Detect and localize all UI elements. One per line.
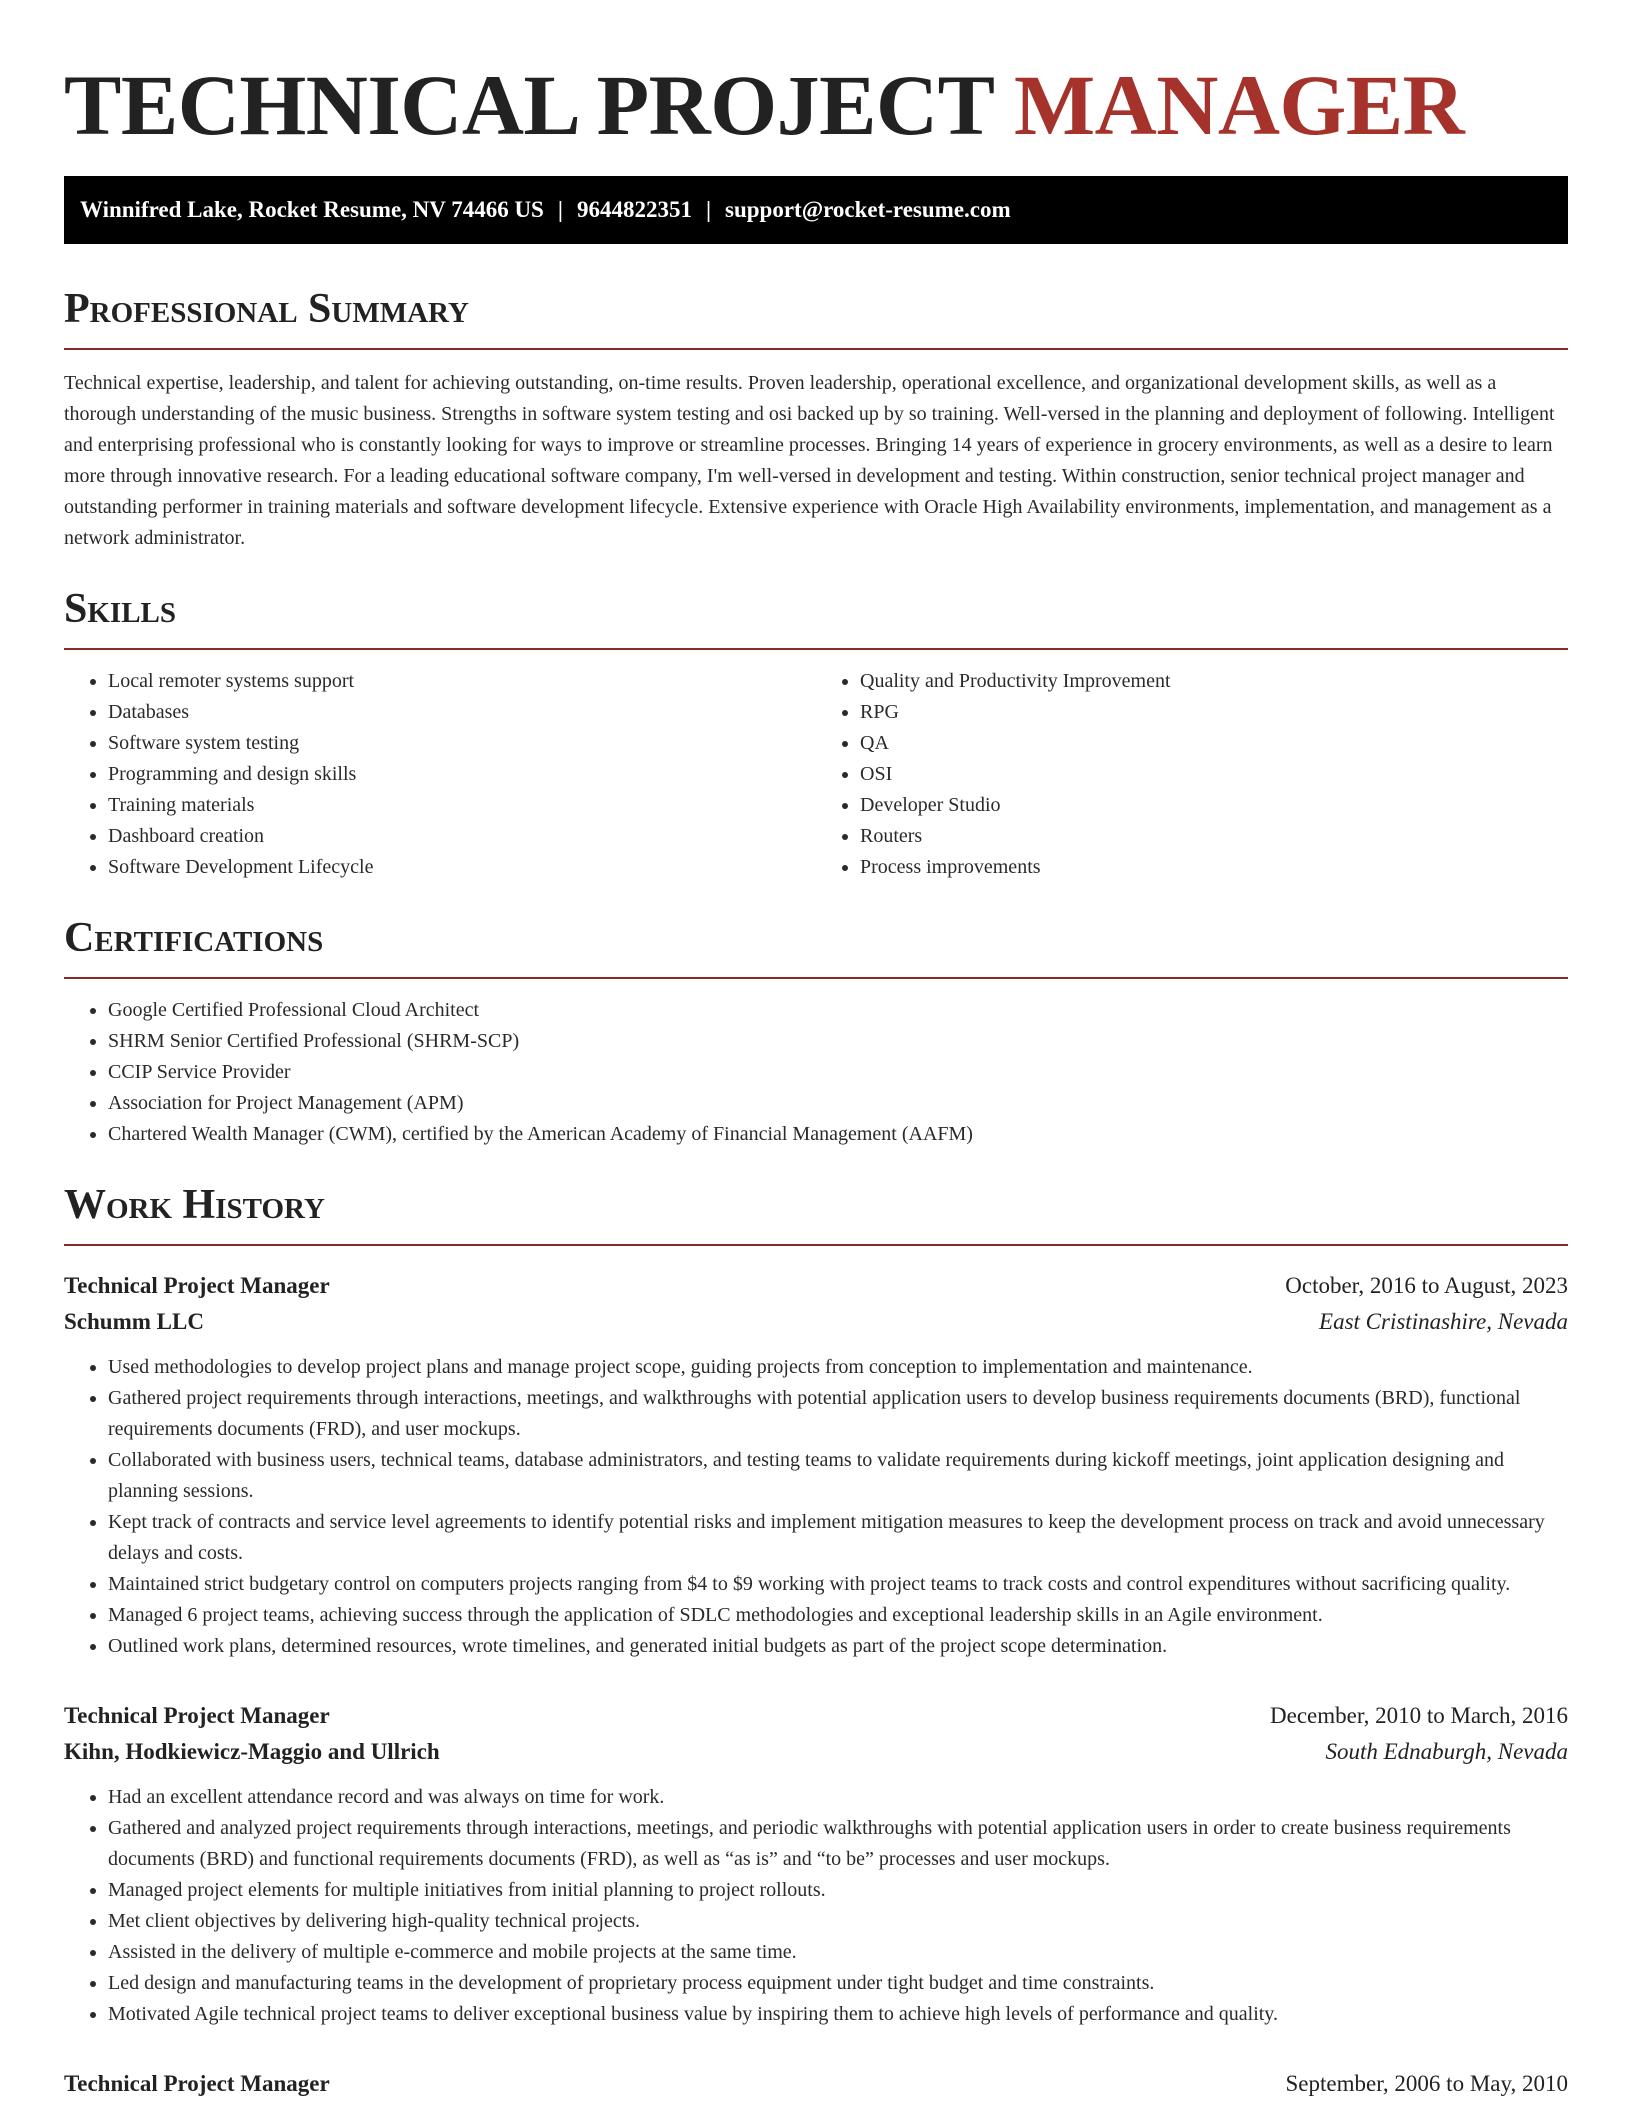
skill-item: • Process improvements (860, 852, 1568, 883)
contact-separator: | (557, 197, 563, 222)
job-company: Schumm LLC (64, 1309, 204, 1334)
work-history-section (64, 1180, 1568, 2102)
summary-text: Technical expertise, leadership, and talent for achieving outstanding, on-time results. Proven leadership, operational excellence, and organizational development skills, as well as a thorough understanding of the music business. Strengths in software system testing and osi backed up by so training. Well-versed in the planning and deployment of following. Intelligent and enterprising professional who is constantly looking for ways to improve or streamline processes. Bringing 14 years of experience in grocery environments, as well as a desire to learn more through innovative research. For a leading educational software company, I'm well-versed in development and testing. Within construction, senior technical project manager and outstanding performer in training materials and software development lifecycle. Extensive experience with Oracle High Availability environments, implementation, and management as a network administrator. (64, 372, 1555, 549)
certifications-list (64, 995, 1568, 1150)
contact-email: support@rocket-resume.com (725, 197, 1011, 222)
skill-item: • Dashboard creation (108, 821, 816, 852)
job-location: South Ednaburgh, Nevada (1325, 1739, 1568, 1764)
job-bullet: • Had an excellent attendance record and was always on time for work. (108, 1782, 1568, 1813)
certification-item: • Chartered Wealth Manager (CWM), certified by the American Academy of Financial Management (AAFM) (108, 1119, 1568, 1150)
summary-section (64, 284, 1568, 554)
job-bullets (64, 1352, 1568, 1662)
skill-item: • Software Development Lifecycle (108, 852, 816, 883)
skill-item: • OSI (860, 759, 1568, 790)
skill-item: • Databases (108, 697, 816, 728)
job-bullet: • Assisted in the delivery of multiple e-commerce and mobile projects at the same time. (108, 1937, 1568, 1968)
job-bullets (64, 1782, 1568, 2030)
job-bullet: • Managed project elements for multiple initiatives from initial planning to project rollouts. (108, 1875, 1568, 1906)
job-bullet: • Managed 6 project teams, achieving success through the application of SDLC methodologies and exceptional leadership skills in an Agile environment. (108, 1600, 1568, 1631)
skill-item: • Software system testing (108, 728, 816, 759)
skill-item: • RPG (860, 697, 1568, 728)
job-bullet: • Met client objectives by delivering high-quality technical projects. (108, 1906, 1568, 1937)
skills-list-right (816, 666, 1568, 883)
certifications-section (64, 913, 1568, 1150)
job-bullet: • Collaborated with business users, technical teams, database administrators, and testing teams to validate requirements during kickoff meetings, joint application designing and planning sessions. (108, 1445, 1568, 1507)
job-header-row (64, 1698, 1568, 1734)
job-entry (64, 1268, 1568, 1662)
job-company: Kihn, Hodkiewicz-Maggio and Ullrich (64, 1739, 440, 1764)
skills-list-left (64, 666, 816, 883)
skill-item: • QA (860, 728, 1568, 759)
summary-heading: Professional Summary (64, 286, 469, 332)
job-bullet: • Gathered project requirements through interactions, meetings, and walkthroughs with potential application users to develop business requirements documents (BRD), functional requirements documents (FRD), and user mockups. (108, 1383, 1568, 1445)
job-bullet: • Gathered and analyzed project requirements through interactions, meetings, and periodic walkthroughs with potential application users in order to create business requirements documents (BRD) and functional requirements documents (FRD), as well as “as is” and “to be” processes and user mockups. (108, 1813, 1568, 1875)
job-bullet: • Used methodologies to develop project plans and manage project scope, guiding projects from conception to implementation and maintenance. (108, 1352, 1568, 1383)
contact-separator: | (705, 197, 712, 222)
job-dates: December, 2010 to March, 2016 (1270, 1703, 1568, 1728)
skill-item: • Routers (860, 821, 1568, 852)
job-title: Technical Project Manager (64, 1703, 330, 1728)
skill-item: • Developer Studio (860, 790, 1568, 821)
job-dates: September, 2006 to May, 2010 (1285, 2071, 1568, 2096)
certification-item: • SHRM Senior Certified Professional (SHRM-SCP) (108, 1026, 1568, 1057)
job-dates: October, 2016 to August, 2023 (1285, 1273, 1568, 1298)
certifications-heading: Certifications (64, 915, 324, 961)
contact-bar (64, 176, 1568, 244)
certification-item: • CCIP Service Provider (108, 1057, 1568, 1088)
skills-grid (64, 650, 1568, 883)
skill-item: • Quality and Productivity Improvement (860, 666, 1568, 697)
job-company-row (64, 1304, 1568, 1340)
job-bullet: • Maintained strict budgetary control on computers projects ranging from $4 to $9 working with project teams to track costs and control expenditures without sacrificing quality. (108, 1569, 1568, 1600)
section-divider (64, 977, 1568, 979)
job-location: East Cristinashire, Nevada (1319, 1309, 1568, 1334)
resume-title (64, 55, 1568, 155)
job-entry (64, 2066, 1568, 2102)
job-bullet: • Outlined work plans, determined resources, wrote timelines, and generated initial budgets as part of the project scope determination. (108, 1631, 1568, 1662)
job-bullet: • Motivated Agile technical project teams to deliver exceptional business value by inspiring them to achieve high levels of performance and quality. (108, 1999, 1568, 2030)
job-header-row (64, 2066, 1568, 2102)
section-divider (64, 1244, 1568, 1246)
work-history-heading: Work History (64, 1182, 325, 1228)
skills-section (64, 584, 1568, 883)
certification-item: • Association for Project Management (APM) (108, 1088, 1568, 1119)
title-main: TECHNICAL PROJECT (64, 57, 993, 153)
skill-item: • Local remoter systems support (108, 666, 816, 697)
skill-item: • Programming and design skills (108, 759, 816, 790)
title-accent: MANAGER (1013, 57, 1465, 153)
skill-item: • Training materials (108, 790, 816, 821)
contact-phone: 9644822351 (576, 197, 692, 222)
job-title: Technical Project Manager (64, 2071, 330, 2096)
contact-address: Winnifred Lake, Rocket Resume, NV 74466 US (80, 197, 544, 222)
job-company-row (64, 1734, 1568, 1770)
section-divider (64, 348, 1568, 350)
certification-item: • Google Certified Professional Cloud Architect (108, 995, 1568, 1026)
job-bullet: • Led design and manufacturing teams in the development of proprietary process equipment under tight budget and time constraints. (108, 1968, 1568, 1999)
job-title: Technical Project Manager (64, 1273, 330, 1298)
job-header-row (64, 1268, 1568, 1304)
job-entry (64, 1698, 1568, 2030)
job-bullet: • Kept track of contracts and service level agreements to identify potential risks and implement mitigation measures to keep the development process on track and avoid unnecessary delays and costs. (108, 1507, 1568, 1569)
skills-heading: Skills (64, 586, 177, 632)
